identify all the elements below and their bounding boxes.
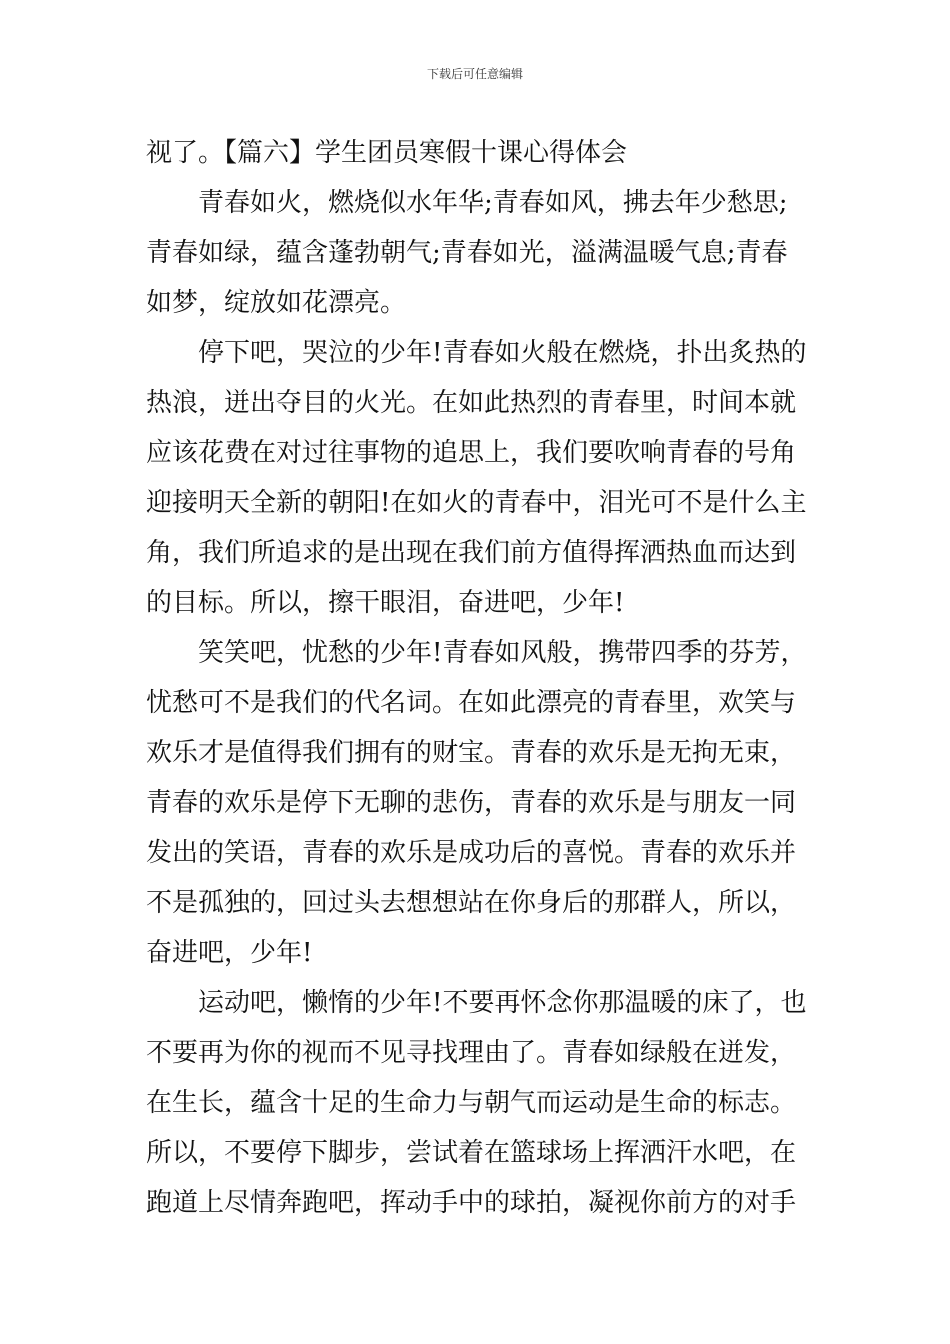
paragraph-start-line: 运动吧，懒惰的少年!不要再怀念你那温暖的床了，也: [198, 988, 807, 1018]
page-header: 下载后可任意编辑: [426, 67, 523, 81]
text-line: 如梦，绽放如花漂亮。: [146, 288, 407, 318]
paragraph-start-line: 停下吧，哭泣的少年!青春如火般在燃烧，扑出炙热的: [198, 338, 807, 368]
text-line: 迎接明天全新的朝阳!在如火的青春中，泪光可不是什么主: [146, 488, 807, 518]
text-line: 发出的笑语，青春的欢乐是成功后的喜悦。青春的欢乐并: [146, 838, 797, 868]
text-line: 奋进吧，少年!: [146, 938, 313, 968]
text-line: 青春的欢乐是停下无聊的悲伤，青春的欢乐是与朋友一同: [146, 788, 797, 818]
text-line: 热浪，迸出夺目的火光。在如此热烈的青春里，时间本就: [146, 388, 797, 418]
text-line: 应该花费在对过往事物的追思上，我们要吹响青春的号角: [146, 438, 797, 468]
text-line: 欢乐才是值得我们拥有的财宝。青春的欢乐是无拘无束，: [146, 738, 797, 768]
text-line: 青春如绿，蕴含蓬勃朝气;青春如光，溢满温暖气息;青春: [146, 238, 788, 268]
text-line: 视了。【篇六】学生团员寒假十课心得体会: [146, 138, 628, 168]
text-line: 角，我们所追求的是出现在我们前方值得挥洒热血而达到: [146, 538, 797, 568]
text-line: 忧愁可不是我们的代名词。在如此漂亮的青春里，欢笑与: [146, 688, 797, 718]
text-line: 跑道上尽情奔跑吧，挥动手中的球拍，凝视你前方的对手: [146, 1188, 797, 1218]
text-line: 不要再为你的视而不见寻找理由了。青春如绿般在迸发，: [146, 1038, 797, 1068]
document-body: [146, 128, 810, 1228]
text-line: 的目标。所以，擦干眼泪，奋进吧，少年!: [146, 588, 625, 618]
text-line: 不是孤独的，回过头去想想站在你身后的那群人，所以，: [146, 888, 797, 918]
paragraph-start-line: 笑笑吧，忧愁的少年!青春如风般，携带四季的芬芳，: [198, 638, 807, 668]
text-line: 所以，不要停下脚步，尝试着在篮球场上挥洒汗水吧，在: [146, 1138, 797, 1168]
paragraph-start-line: 青春如火，燃烧似水年华;青春如风，拂去年少愁思;: [198, 188, 788, 218]
text-line: 在生长，蕴含十足的生命力与朝气而运动是生命的标志。: [146, 1088, 797, 1118]
